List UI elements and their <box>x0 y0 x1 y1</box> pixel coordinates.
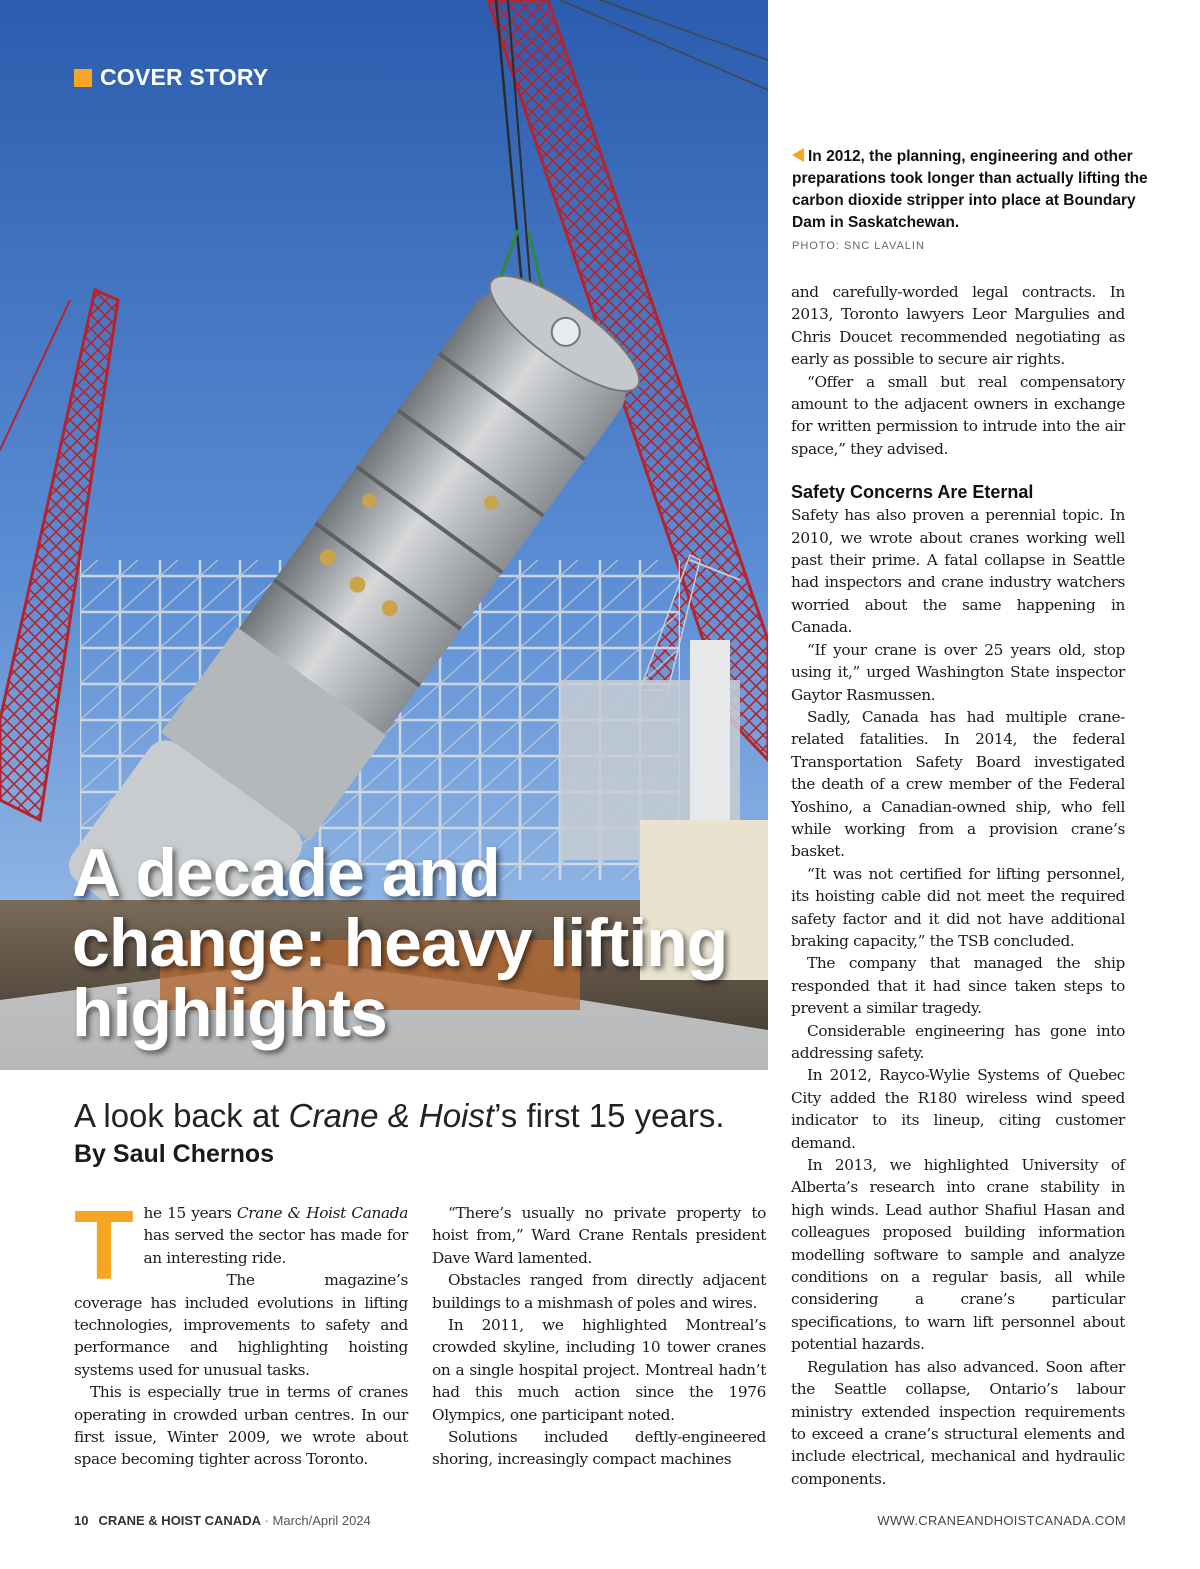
section-tag-label: COVER STORY <box>100 64 269 90</box>
paragraph: This is especially true in terms of cranes operating in crowded urban centres. In our first issue, Winter 2009, we wrote about space becoming tighter across Toronto. <box>74 1383 408 1469</box>
paragraph: The magazine’s coverage has included evolutions in lifting technologies, improvements to safety and performance and highlighting hoisting systems used for unusual tasks. <box>74 1271 408 1379</box>
deck-part2: ’s first 15 years. <box>494 1097 725 1134</box>
paragraph: Solutions included deftly-engineered shoring, increasingly compact machines <box>432 1428 766 1469</box>
section-tag-square-icon <box>74 69 92 87</box>
paragraph: and carefully-worded legal contracts. In 2013, Toronto lawyers Leor Margulies and Chris Doucet recommended negotiating as early as possible to secure air rights. <box>791 283 1125 369</box>
paragraph: The company that managed the ship responded that it had since taken steps to prevent a similar tragedy. <box>791 954 1125 1018</box>
body-column-2 <box>432 1202 766 1471</box>
page-footer <box>74 1513 1126 1533</box>
footer-left <box>74 1513 371 1528</box>
caption-text-block <box>792 146 1162 234</box>
magazine-name: CRANE & HOIST CANADA <box>98 1513 261 1528</box>
photo-caption <box>792 146 1162 252</box>
issue-date: · March/April 2024 <box>260 1513 371 1528</box>
body-column-3 <box>791 281 1125 1490</box>
deck-italic: Crane & Hoist <box>288 1097 495 1134</box>
paragraph: Obstacles ranged from directly adjacent buildings to a mishmash of poles and wires. <box>432 1271 766 1312</box>
photo-credit: PHOTO: SNC LAVALIN <box>792 240 925 252</box>
caption-arrow-icon <box>792 148 804 162</box>
paragraph <box>74 1190 408 1300</box>
paragraph: Sadly, Canada has had multiple crane-related fatalities. In 2014, the federal Transportation Safety Board investigated the death of a crew member of the Federal Yoshino, a Canadian-owned ship, who fell while working from a provision crane’s basket. <box>791 707 1125 861</box>
paragraph: Safety has also proven a perennial topic. In 2010, we wrote about cranes working well past their prime. A fatal collapse in Seattle had inspectors and crane industry watchers worried about the same happening in Canada. <box>791 506 1125 637</box>
body-column-1 <box>74 1190 408 1471</box>
website-link[interactable]: WWW.CRANEANDHOISTCANADA.COM <box>877 1513 1126 1528</box>
paragraph: “It was not certified for lifting personnel, its hoisting cable did not meet the required safety factor and it did not have additional braking capacity,” the TSB concluded. <box>791 864 1125 950</box>
paragraph-italic: Crane & Hoist Canada <box>236 1204 408 1222</box>
byline: By Saul Chernos <box>74 1140 275 1168</box>
paragraph: “If your crane is over 25 years old, stop using it,” urged Washington State inspector Gaytor Rasmussen. <box>791 640 1125 704</box>
headline: A decade and change: heavy lifting highlights <box>72 835 728 1051</box>
deck-part1: A look back at <box>74 1097 289 1134</box>
paragraph-text: has served the sector has made for an interesting ride. <box>143 1226 408 1267</box>
caption-text: In 2012, the planning, engineering and other preparations took longer than actually lifting the carbon dioxide stripper into place at Boundary Dam in Saskatchewan. <box>792 148 1148 231</box>
paragraph: Regulation has also advanced. Soon after the Seattle collapse, Ontario’s labour ministry extended inspection requirements to exceed a crane’s structural elements and include electrical, mechanical and hydraulic components. <box>791 1357 1125 1488</box>
paragraph-text: he 15 years <box>143 1204 237 1222</box>
paragraph: Considerable engineering has gone into addressing safety. <box>791 1021 1125 1062</box>
paragraph: In 2013, we highlighted University of Alberta’s research into crane stability in high winds. Lead author Shafiul Hasan and colleagues proposed building information modelling software to sample and analyze conditions on a regular basis, all while considering a crane’s particular specifications, to warn lift personnel about potential hazards. <box>791 1156 1125 1354</box>
paragraph: In 2011, we highlighted Montreal’s crowded skyline, including 10 tower cranes on a single hospital project. Montreal hadn’t had this much action since the 1976 Olympics, one participant noted. <box>432 1316 766 1424</box>
drop-cap: T <box>74 1190 134 1300</box>
page-number: 10 <box>74 1513 89 1528</box>
subheading: Safety Concerns Are Eternal <box>791 482 1034 503</box>
deck <box>74 1094 774 1138</box>
paragraph: In 2012, Rayco-Wylie Systems of Quebec City added the R180 wireless wind speed indicator to its lineup, citing customer demand. <box>791 1066 1125 1152</box>
paragraph: “Offer a small but real compensatory amount to the adjacent owners in exchange for written permission to intrude into the air space,” they advised. <box>791 372 1125 458</box>
hero-photo <box>0 0 768 1070</box>
section-tag <box>74 64 268 91</box>
paragraph: “There’s usually no private property to hoist from,” Ward Crane Rentals president Dave Ward lamented. <box>432 1204 766 1267</box>
